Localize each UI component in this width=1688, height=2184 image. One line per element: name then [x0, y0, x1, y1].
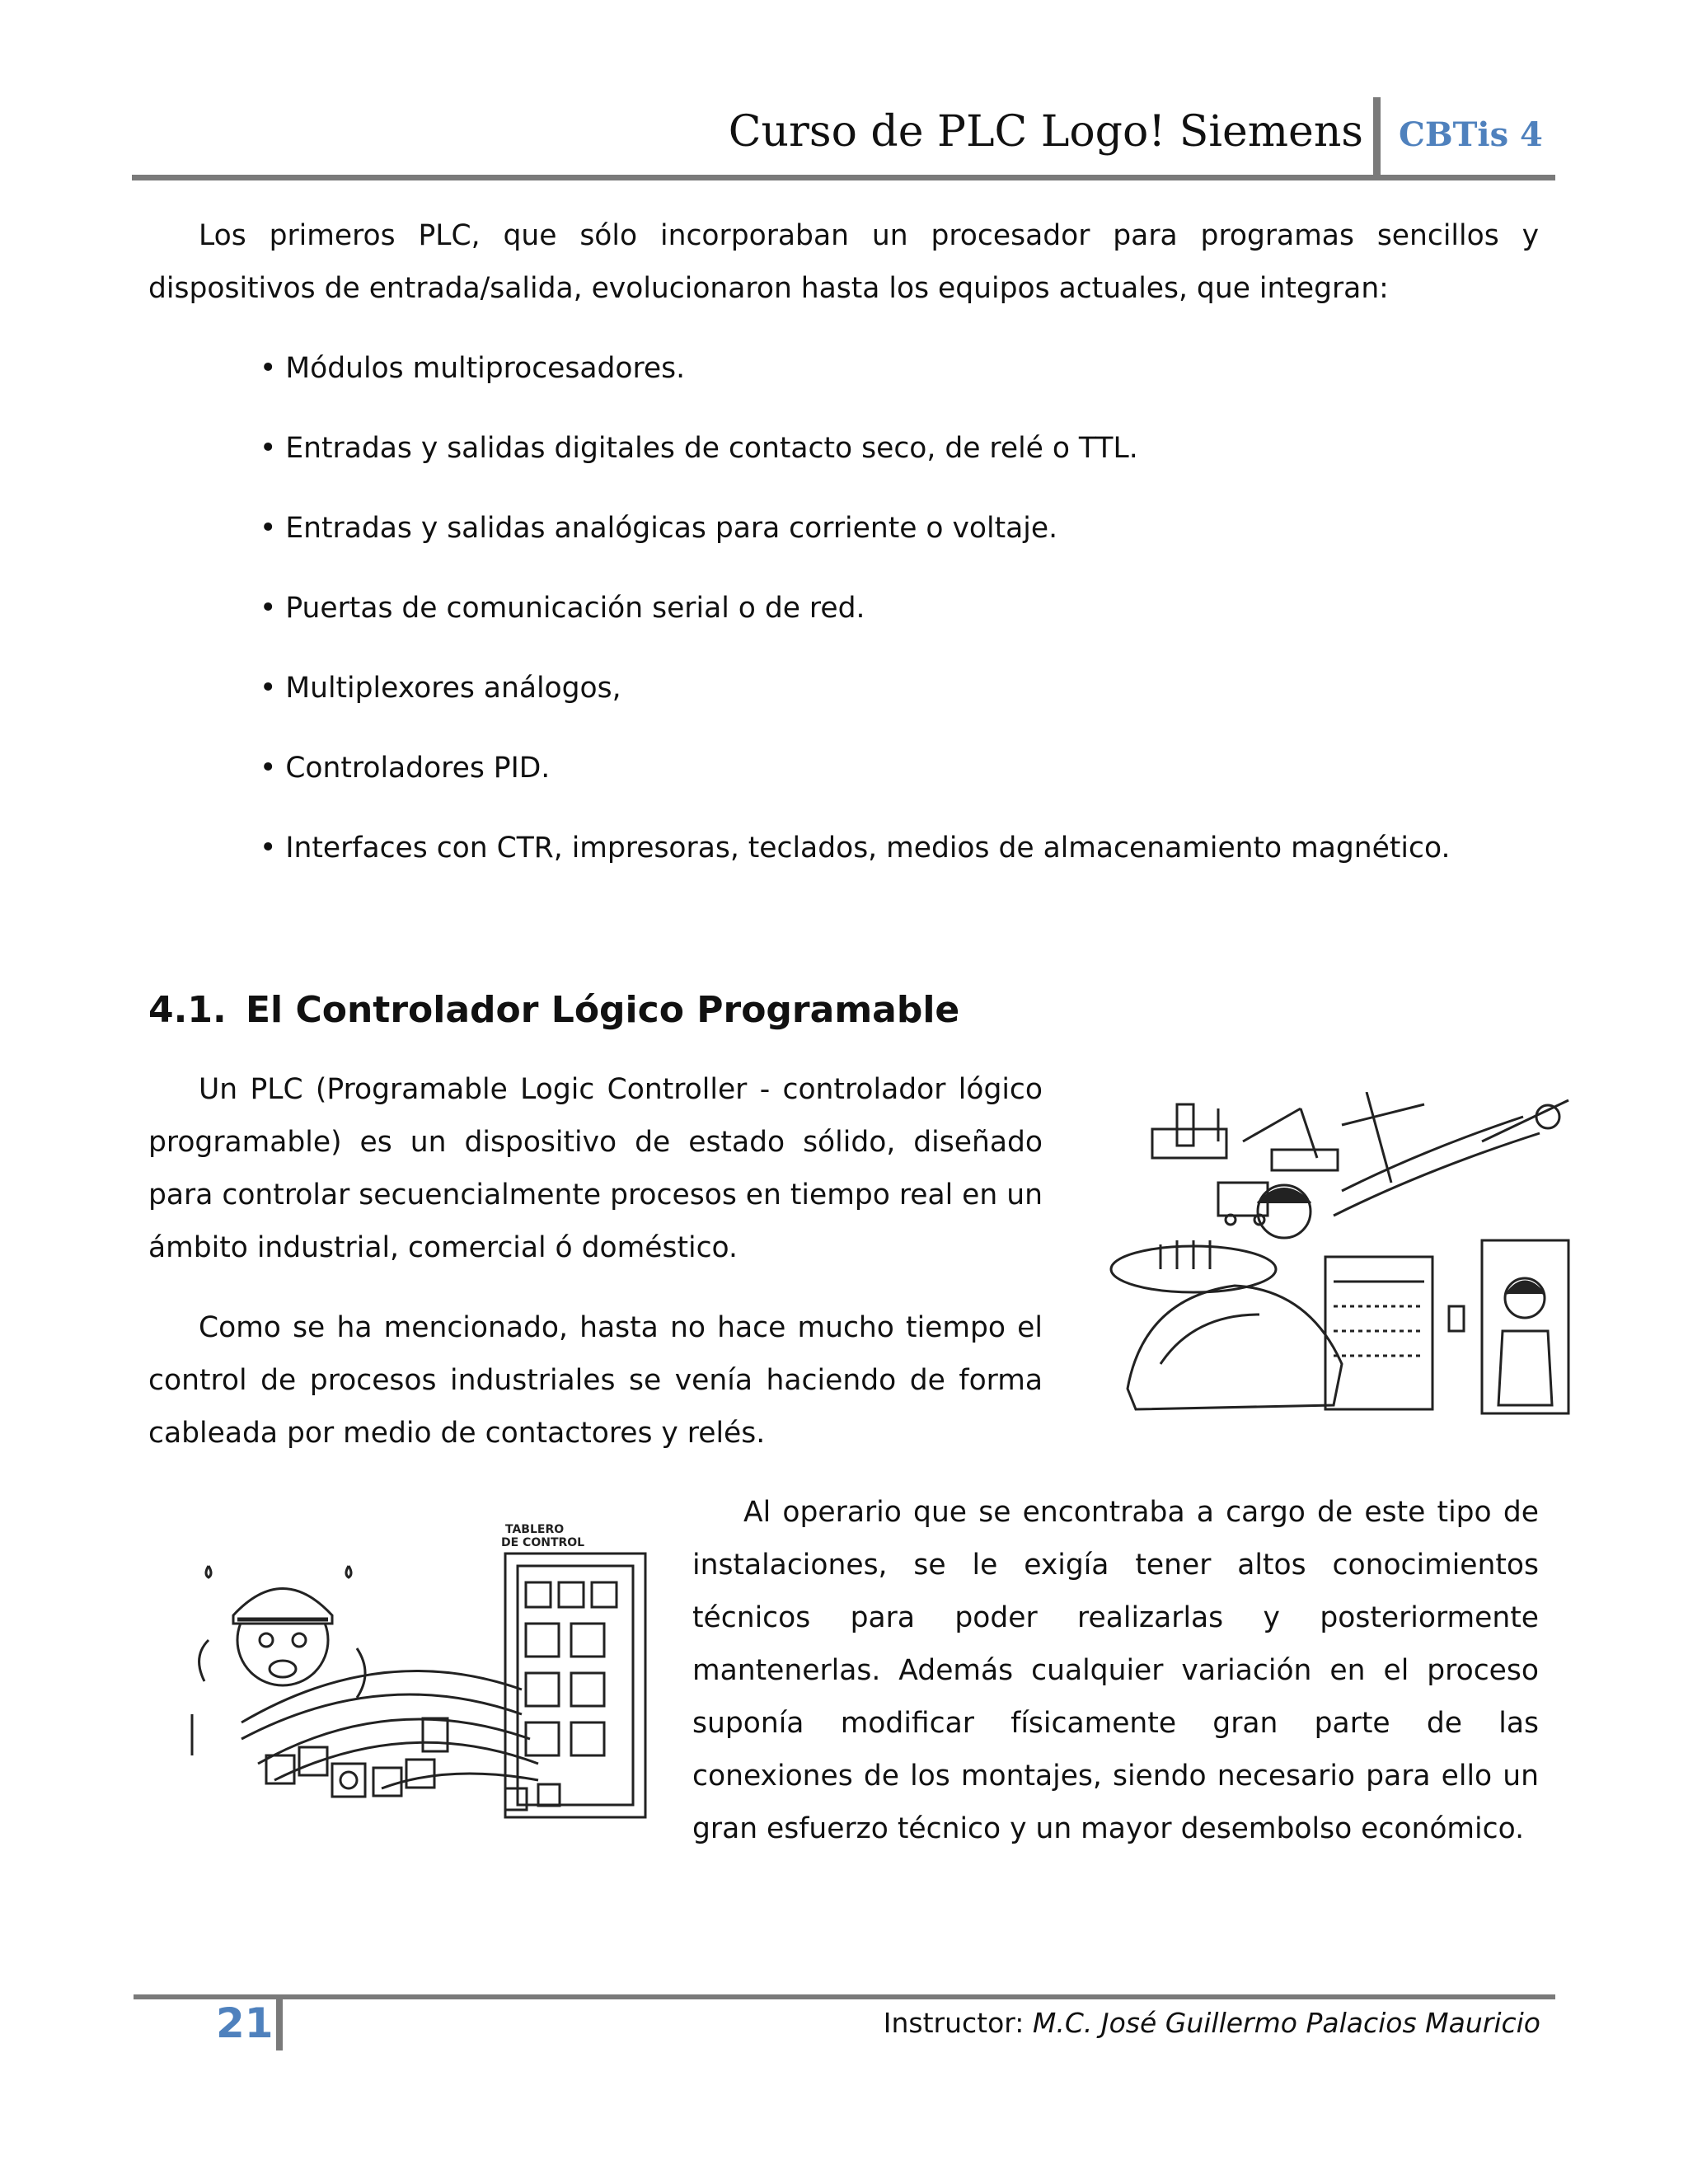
operator-paragraph: Al operario que se encontraba a cargo de este tipo de instalaciones, se le exigía tener altos conocimientos técnicos para poder realizarlas y posteriormente mantenerlas. Además cualquier variación en el proceso suponía modificar físicamente gran parte de las conexiones de los montajes, siendo necesario para ello un gran esfuerzo técnico y un mayor desembolso económico. [692, 1496, 1539, 1845]
header-divider [1373, 97, 1381, 177]
section-title: El Controlador Lógico Programable [246, 989, 960, 1031]
footer-rule [134, 1994, 1555, 1999]
panel-label-line2: DE CONTROL [501, 1536, 585, 1549]
wired-control-paragraph: Como se ha mencionado, hasta no hace mucho tiempo el control de procesos industriales se venía haciendo de forma cableada por medio de contactores y relés. [148, 1311, 1043, 1450]
list-item: • Puertas de comunicación serial o de red. [260, 592, 865, 625]
list-item: • Interfaces con CTR, impresoras, teclados, medios de almacenamiento magnético. [260, 832, 1451, 865]
section-heading [148, 989, 959, 1031]
footer-divider [276, 1994, 283, 2050]
instructor-label: Instructor: [883, 2007, 1025, 2039]
feature-list [260, 344, 1450, 904]
school-brand: CBTis 4 [1399, 115, 1543, 154]
list-item: • Entradas y salidas analógicas para corriente o voltaje. [260, 512, 1058, 545]
section-number: 4.1. [148, 989, 227, 1031]
control-panel-illustration [176, 1516, 654, 1830]
page-number: 21 [216, 1999, 274, 2047]
instructor-name: M.C. José Guillermo Palacios Mauricio [1032, 2007, 1540, 2039]
list-item: • Multiplexores análogos, [260, 672, 621, 705]
plc-applications-illustration [1095, 1092, 1573, 1418]
header-rule [132, 175, 1555, 180]
list-item: • Módulos multiprocesadores. [260, 352, 686, 385]
plc-definition-paragraph: Un PLC (Programable Logic Controller - controlador lógico programable) es un dispositivo de estado sólido, diseñado para controlar secuencialmente procesos en tiempo real en un ámbito industrial, comercial ó doméstico. [148, 1073, 1043, 1264]
document-title: Curso de PLC Logo! Siemens [728, 107, 1363, 157]
instructor-credit [884, 2007, 1540, 2039]
list-item: • Entradas y salidas digitales de contacto seco, de relé o TTL. [260, 432, 1138, 465]
panel-label-line1: TABLERO [505, 1523, 565, 1536]
intro-paragraph: Los primeros PLC, que sólo incorporaban un procesador para programas sencillos y dispositivos de entrada/salida, evolucionaron hasta los equipos actuales, que integran: [148, 219, 1539, 305]
list-item: • Controladores PID. [260, 752, 551, 785]
